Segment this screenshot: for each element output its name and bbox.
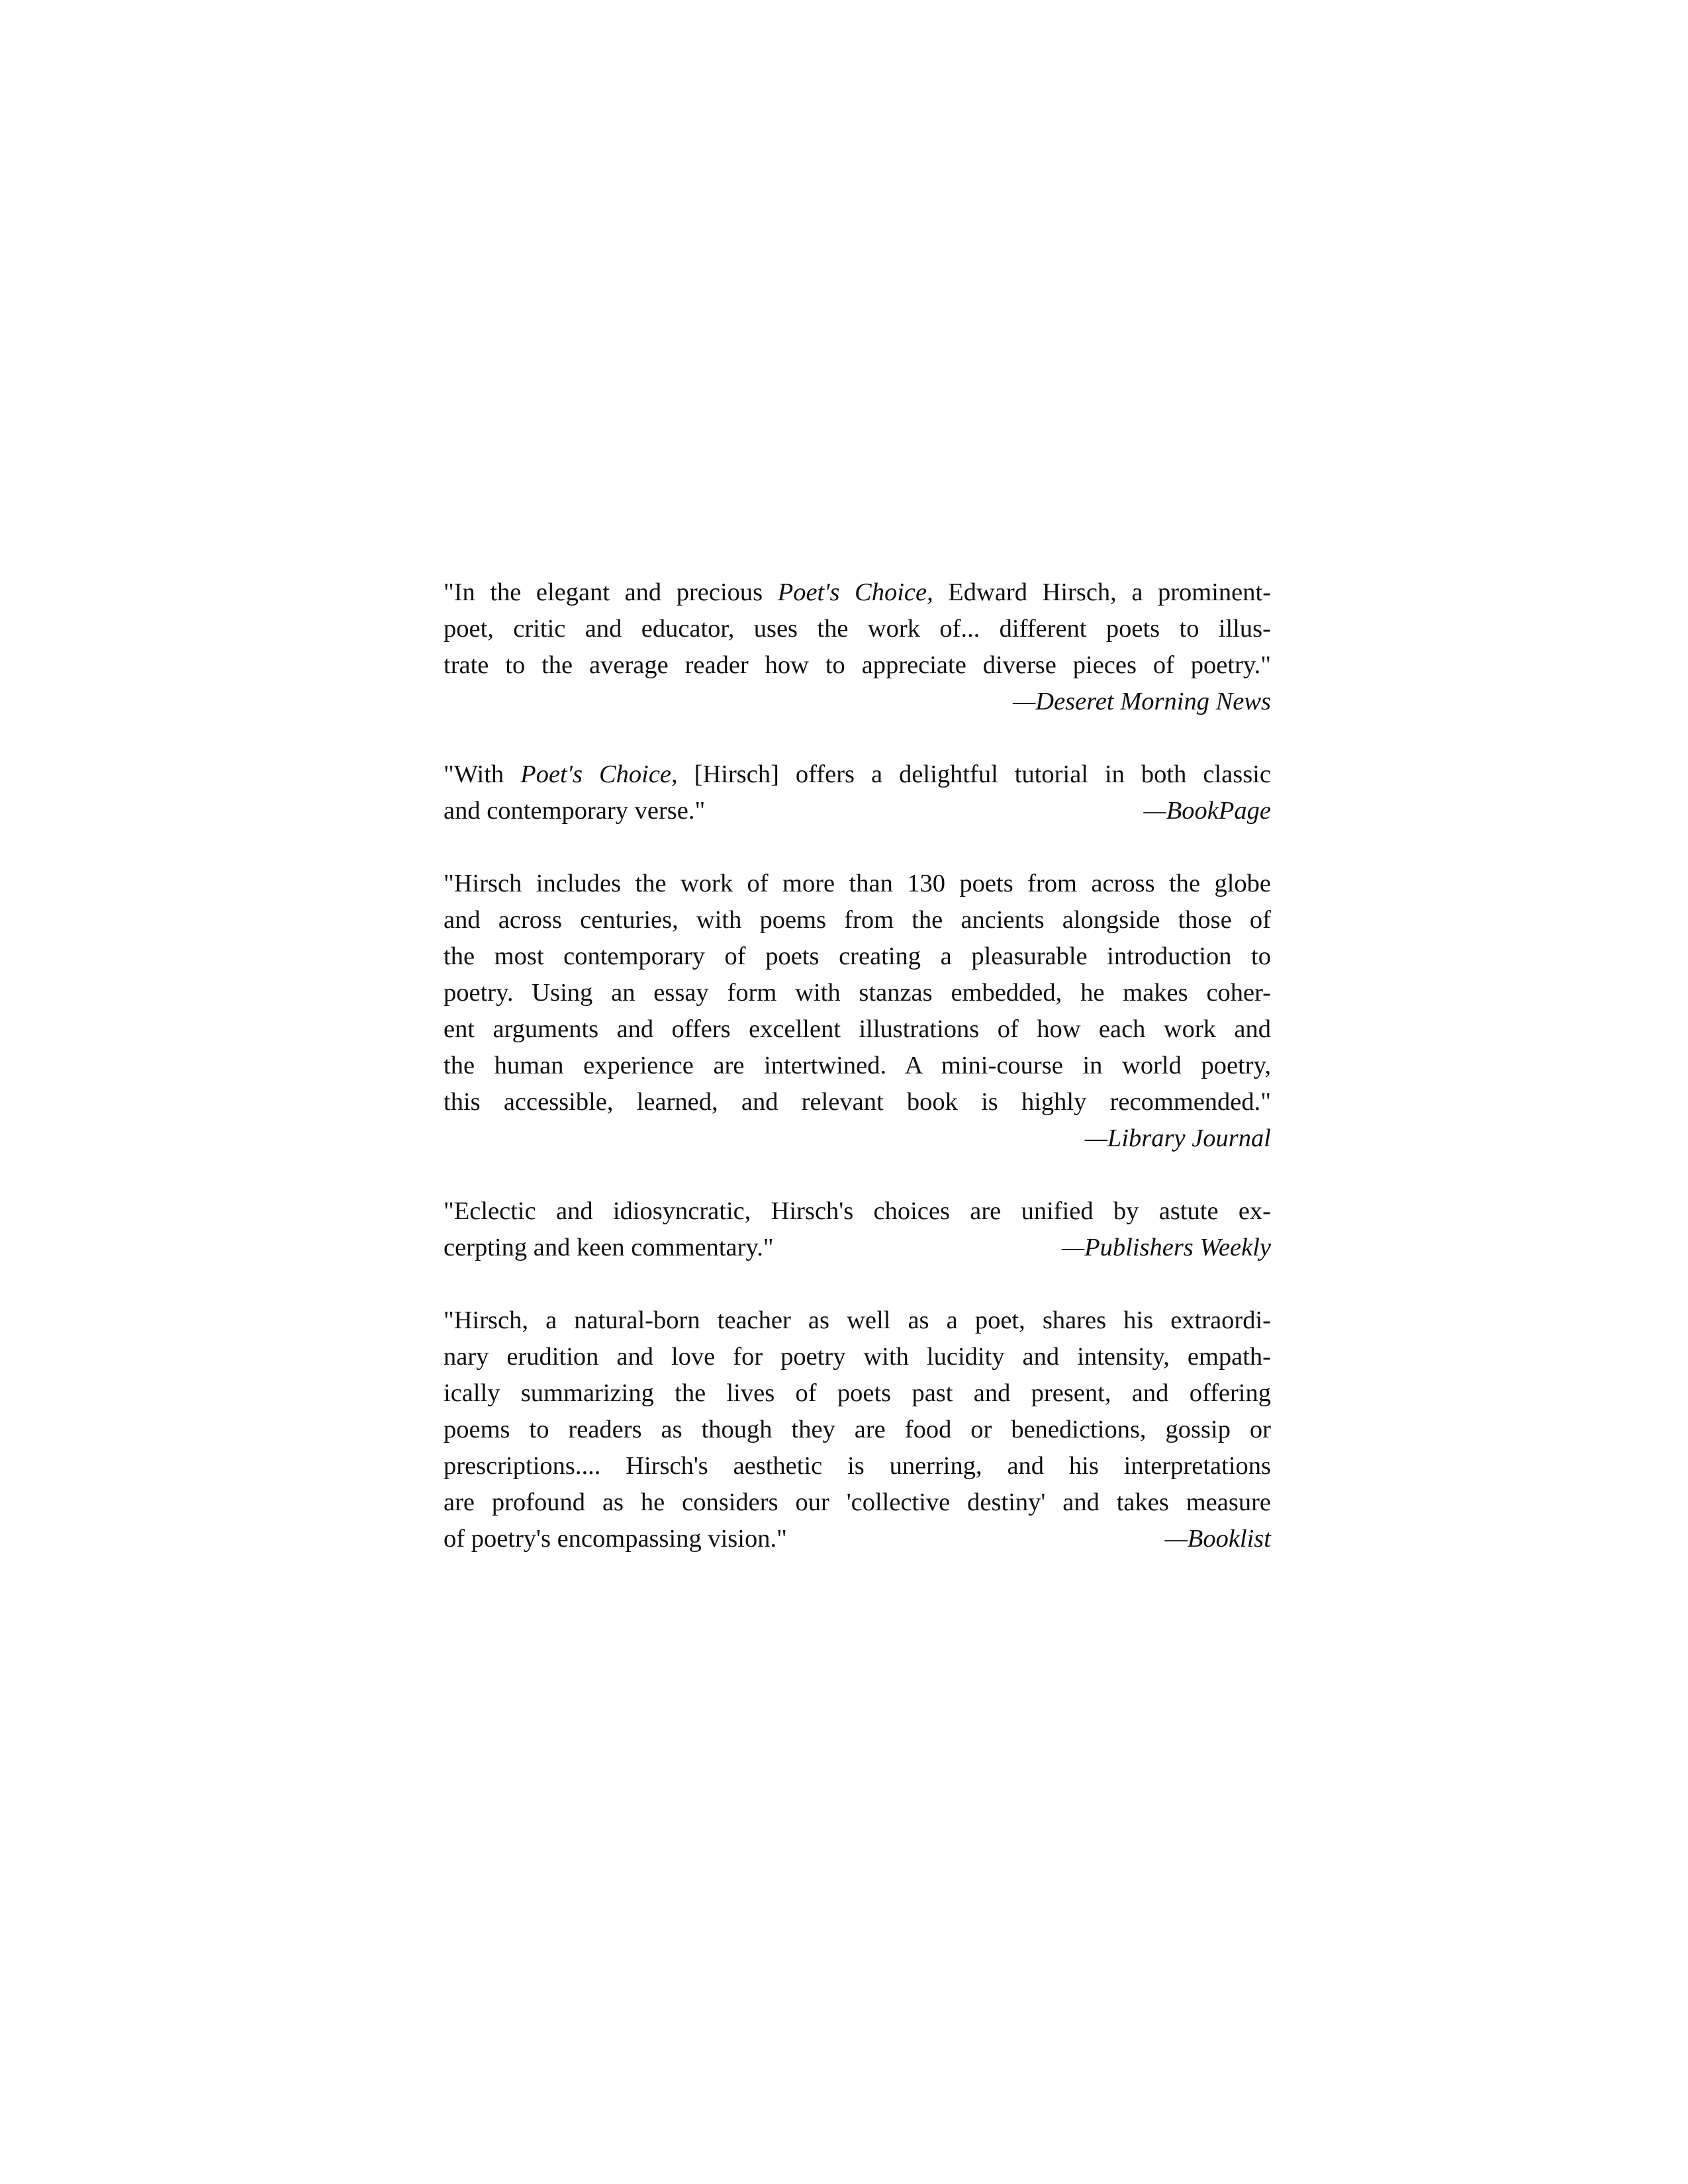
blurb-last-line: [444, 1521, 1271, 1557]
book-title: Poet's Choice,: [777, 578, 933, 606]
blurb-line: ent arguments and offers excellent illustrations of how each work and: [444, 1015, 1271, 1043]
blurb-library-journal: [444, 866, 1271, 1157]
blurb-line: [444, 574, 1272, 611]
quote-text: [Hirsch] offers a delightful tutorial in both classic: [677, 760, 1272, 788]
blurb-last-line: [444, 1230, 1271, 1266]
attribution: —Publishers Weekly: [1061, 1234, 1271, 1261]
quote-text: "In the elegant and precious: [444, 578, 778, 606]
blurb-line: and across centuries, with poems from the ancients alongside those of: [444, 906, 1271, 934]
blurb-publishers-weekly: [444, 1193, 1271, 1266]
blurb-line: poet, critic and educator, uses the work of... different poets to illus-: [444, 615, 1271, 643]
quote-text: "With: [444, 760, 521, 788]
blurb-line: the human experience are intertwined. A mini-course in world poetry,: [444, 1052, 1271, 1079]
blurb-line: ically summarizing the lives of poets past and present, and offering: [444, 1379, 1271, 1407]
blurb-line: prescriptions.... Hirsch's aesthetic is unerring, and his interpretations: [444, 1452, 1271, 1480]
blurb-line: "Hirsch includes the work of more than 130 poets from across the globe: [444, 870, 1271, 897]
quote-text: Edward Hirsch, a prominent-: [933, 578, 1272, 606]
blurb-line: this accessible, learned, and relevant book is highly recommended.": [444, 1088, 1271, 1116]
blurb-line: the most contemporary of poets creating a pleasurable introduction to: [444, 942, 1271, 970]
blurb-deseret-morning-news: [444, 574, 1271, 720]
book-title: Poet's Choice,: [520, 760, 678, 788]
attribution: —Deseret Morning News: [1013, 688, 1271, 715]
attribution: —Booklist: [1164, 1525, 1271, 1553]
blurb-line: poems to readers as though they are food or benedictions, gossip or: [444, 1416, 1271, 1443]
blurb-last-line: [444, 793, 1271, 829]
blurb-line: cerpting and keen commentary.": [444, 1234, 774, 1261]
blurb-line: [444, 756, 1272, 793]
blurb-line: are profound as he considers our 'collective destiny' and takes measure: [444, 1488, 1271, 1516]
blurb-line: nary erudition and love for poetry with lucidity and intensity, empath-: [444, 1343, 1271, 1371]
blurb-line: "Hirsch, a natural-born teacher as well as a poet, shares his extraordi-: [444, 1306, 1271, 1334]
attribution: —BookPage: [1143, 797, 1271, 825]
praise-blurbs: [444, 574, 1271, 1557]
blurb-line: "Eclectic and idiosyncratic, Hirsch's choices are unified by astute ex-: [444, 1197, 1271, 1225]
blurb-booklist: [444, 1302, 1271, 1557]
blurb-line: poetry. Using an essay form with stanzas embedded, he makes coher-: [444, 979, 1271, 1007]
blurb-bookpage: [444, 756, 1271, 829]
attribution: —Library Journal: [1084, 1124, 1271, 1152]
blurb-line: and contemporary verse.": [444, 797, 706, 825]
blurb-line: of poetry's encompassing vision.": [444, 1525, 787, 1553]
blurb-line: trate to the average reader how to appreciate diverse pieces of poetry.": [444, 651, 1271, 679]
